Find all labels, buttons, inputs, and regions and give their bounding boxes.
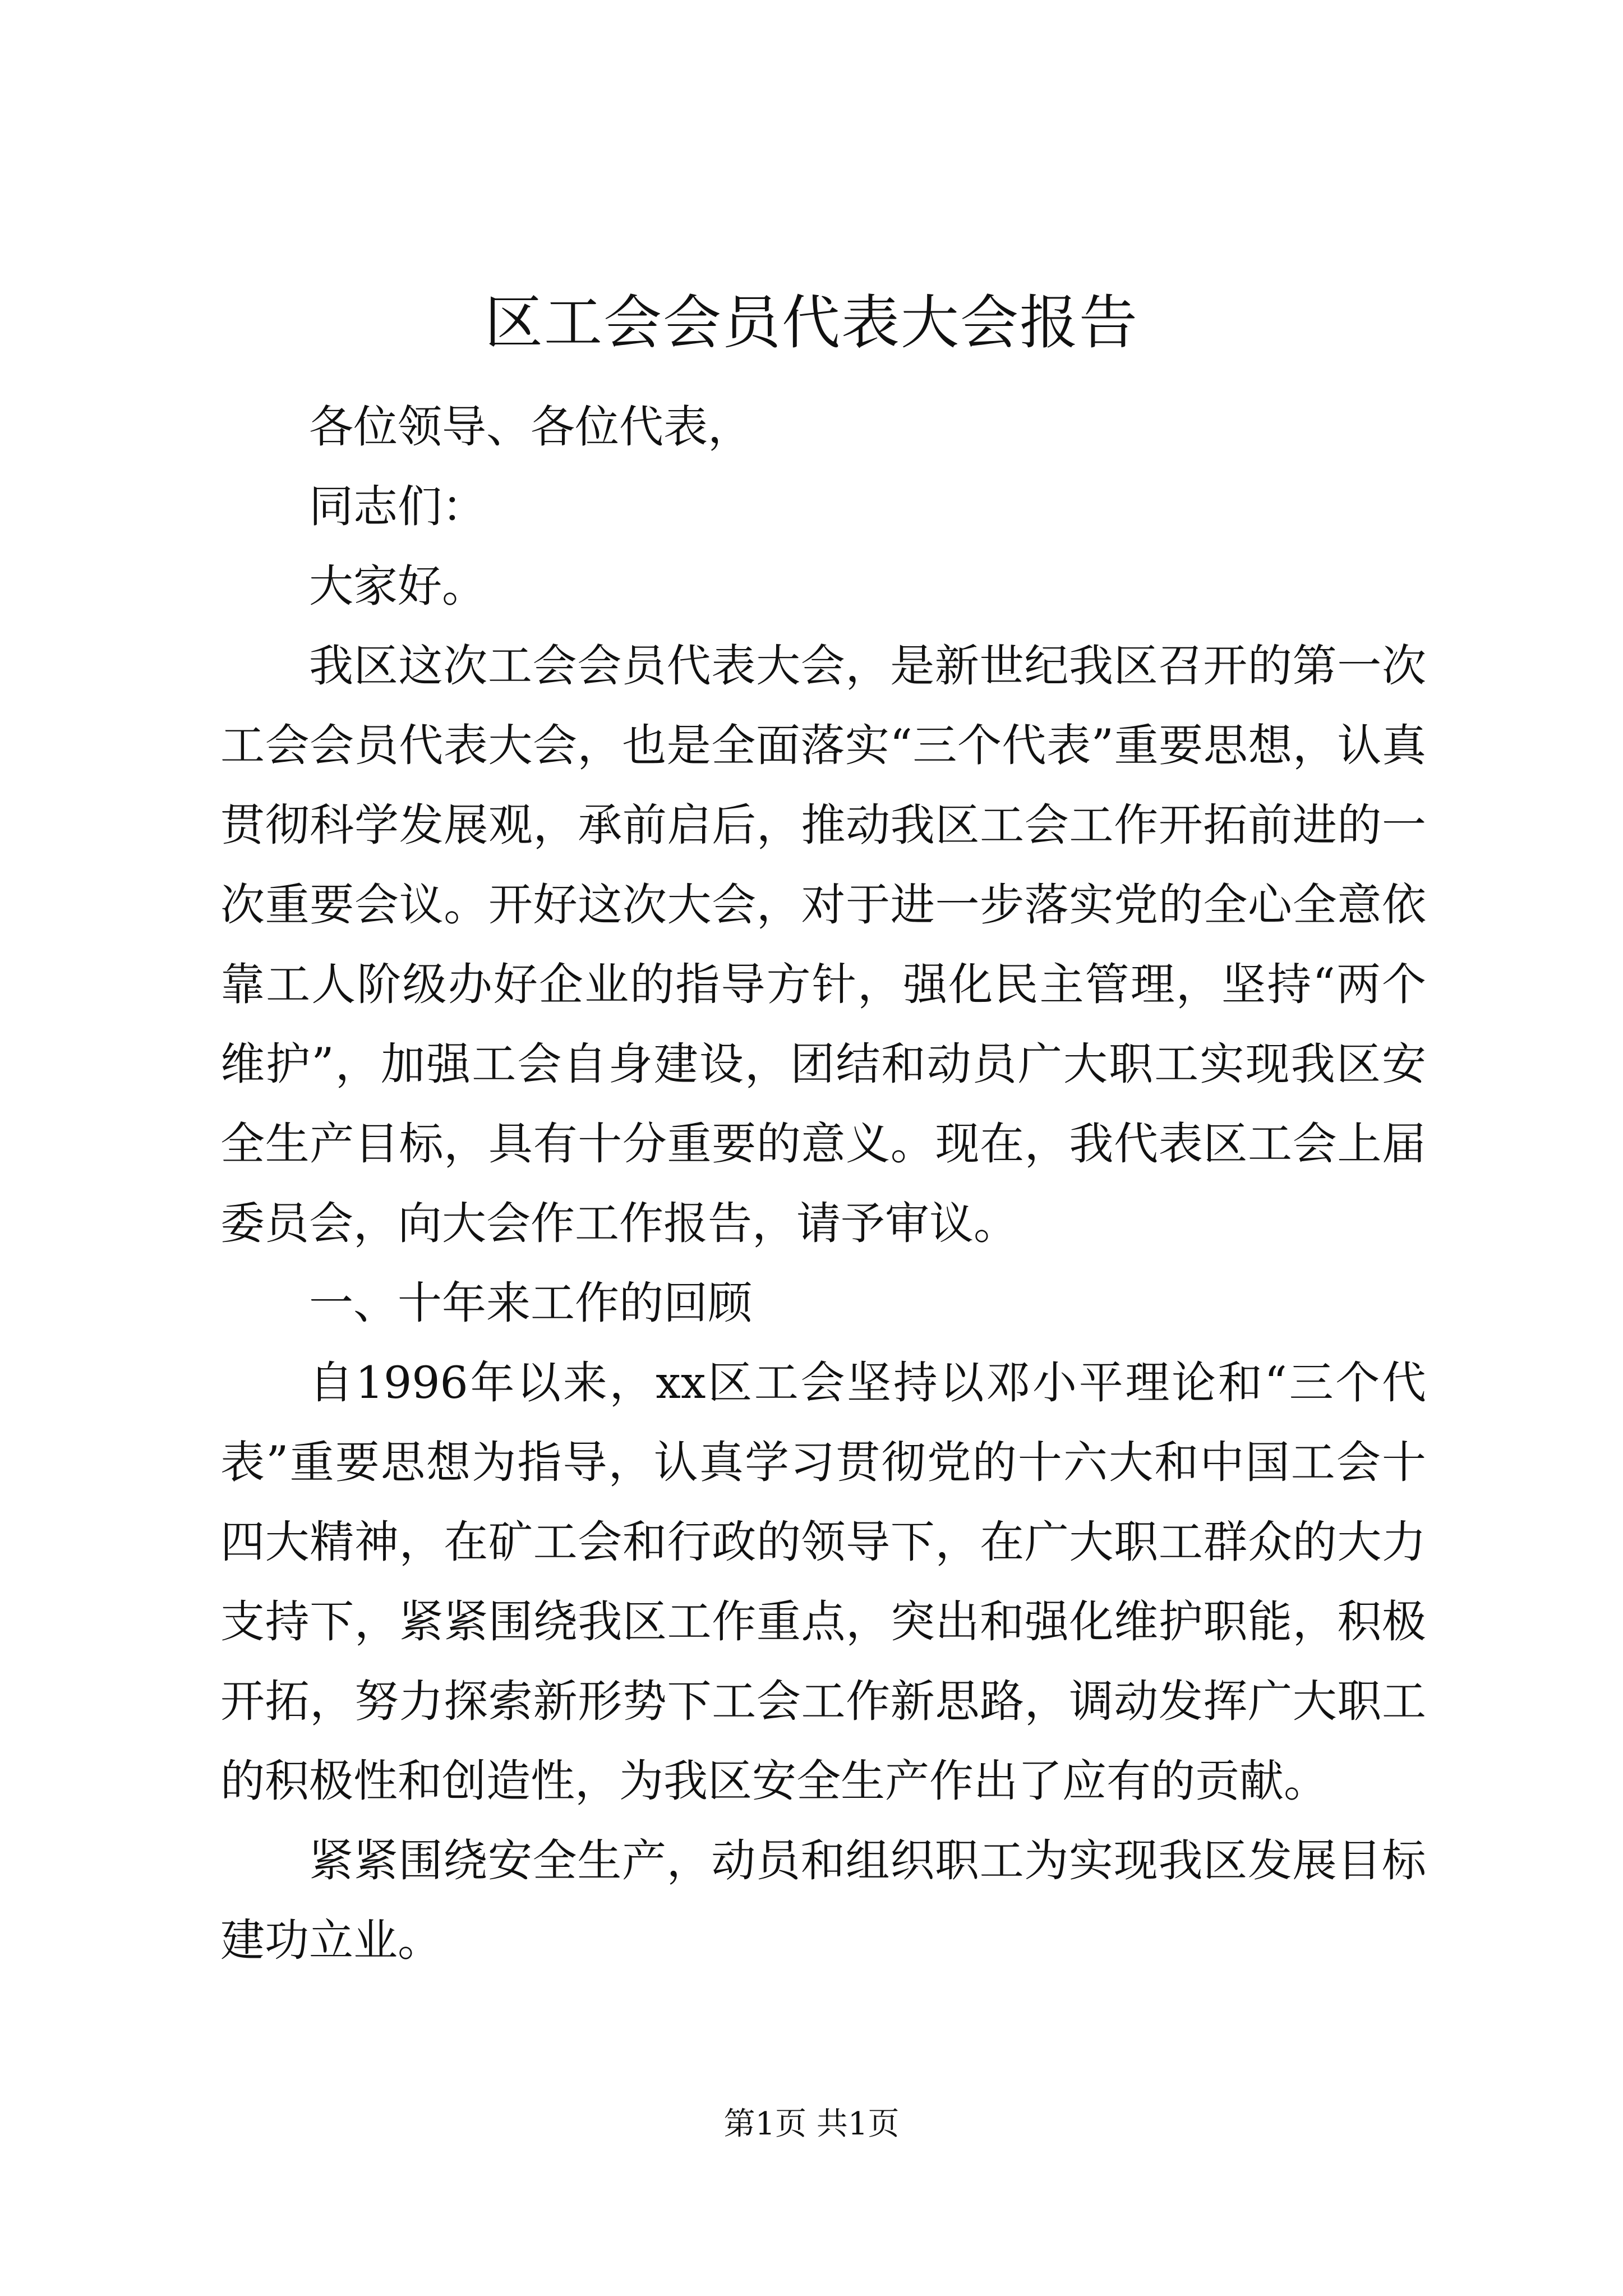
section-heading-review: 一、十年来工作的回顾 (309, 1277, 752, 1329)
paragraph-salutation-comrades: 同志们： (309, 481, 486, 532)
paragraph-safety-production: 紧紧围绕安全生产，动员和组织职工为实现我区发展目标建功立业。 (220, 1835, 1426, 1966)
page-footer: 第1页 共1页 (723, 2106, 900, 2142)
paragraph-salutation-leaders: 各位领导、各位代表， (309, 401, 752, 453)
document-title: 区工会会员代表大会报告 (484, 288, 1138, 357)
paragraph-greeting: 大家好。 (309, 560, 486, 612)
paragraph-review: 自1996年以来，xx区工会坚持以邓小平理论和“三个代表”重要思想为指导，认真学习贯彻党的十六大和中国工会十四大精神，在矿工会和行政的领导下，在广大职工群众的大力支持下，紧紧围绕我区工作重点，突出和强化维护职能，积极开拓，努力探索新形势下工会工作新思路，调动发挥广大职工的积极性和创造性，为我区安全生产作出了应有的贡献。 (220, 1357, 1426, 1807)
document-body (220, 387, 1426, 1980)
paragraph-introduction: 我区这次工会会员代表大会，是新世纪我区召开的第一次工会会员代表大会，也是全面落实“三个代表”重要思想，认真贯彻科学发展观，承前启后，推动我区工会工作开拓前进的一次重要会议。开好这次大会，对于进一步落实党的全心全意依靠工人阶级办好企业的指导方针，强化民主管理，坚持“两个维护”，加强工会自身建设，团结和动员广大职工实现我区安全生产目标，具有十分重要的意义。现在，我代表区工会上届委员会，向大会作工作报告，请予审议。 (220, 640, 1426, 1249)
